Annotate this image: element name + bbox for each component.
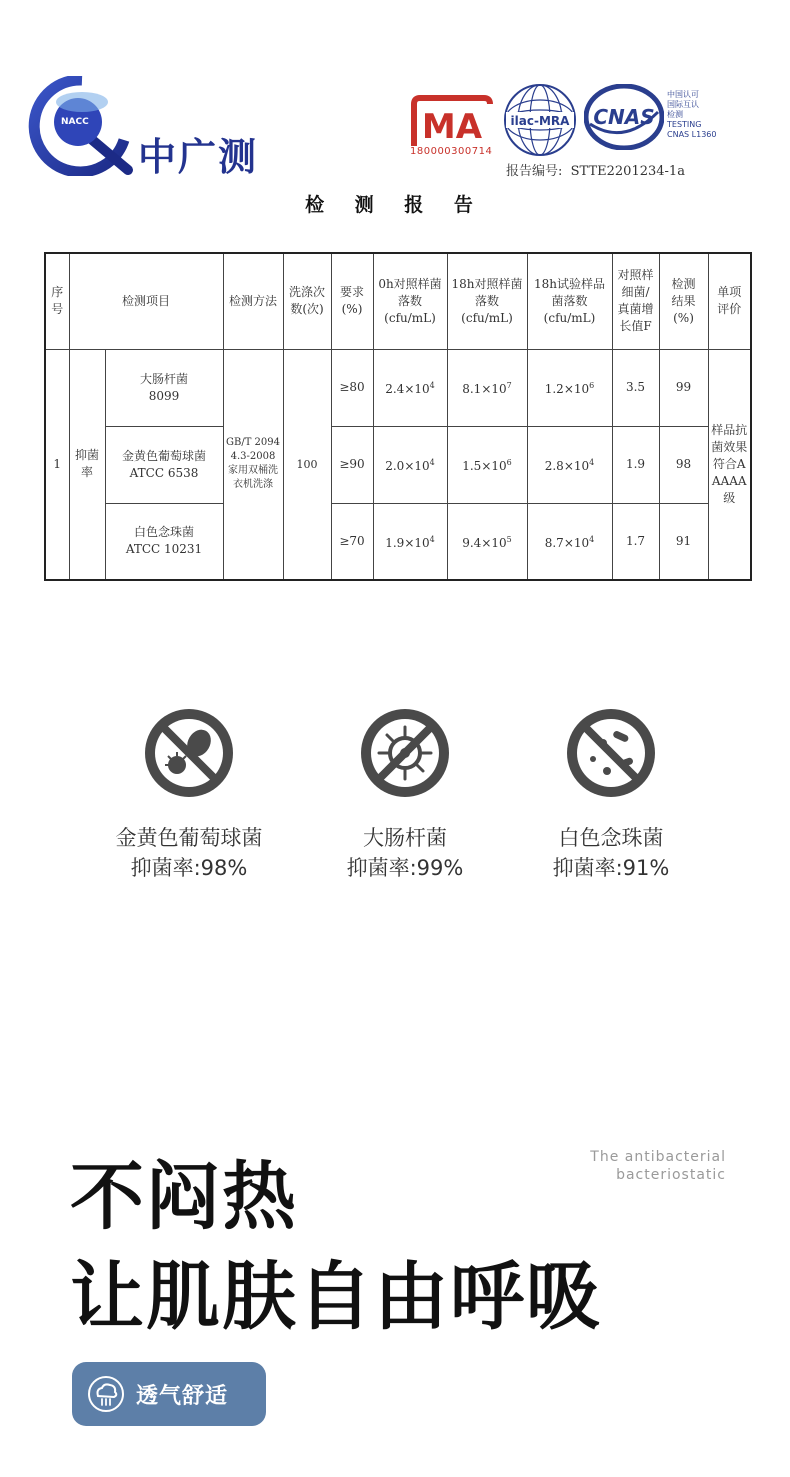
cnas-mark-icon — [584, 84, 664, 150]
cell-seq: 1 — [45, 349, 69, 580]
icon-block-ecoli — [295, 705, 515, 883]
headline-line-2: 让肌肤自由呼吸 — [70, 1254, 602, 1340]
cell-control-18h: $8.1\times 10^7$ — [447, 349, 527, 426]
cell-category: 抑菌率 — [69, 349, 105, 580]
cnas-line: 中国认可 — [667, 90, 699, 99]
cell-result: 98 — [659, 426, 708, 503]
cell-organism: 大肠杆菌 8099 — [105, 349, 223, 426]
header-control-0h: 0h对照样菌落数(cfu/mL) — [373, 253, 447, 349]
header-growth: 对照样细菌/真菌增长值F — [612, 253, 659, 349]
table-header-row — [45, 253, 751, 349]
cell-control-0h: $2.0\times 10^4$ — [373, 426, 447, 503]
cell-growth: 1.9 — [612, 426, 659, 503]
cell-requirement: ≥70 — [331, 503, 373, 580]
cell-growth: 1.7 — [612, 503, 659, 580]
cell-control-0h: $2.4\times 10^4$ — [373, 349, 447, 426]
lab-logo-acronym: NACC — [61, 117, 89, 127]
icon-name: 大肠杆菌 — [363, 826, 447, 850]
icon-rate: 抑菌率:99% — [346, 856, 464, 880]
cell-test-18h: $1.2\times 10^6$ — [527, 349, 612, 426]
cell-growth: 3.5 — [612, 349, 659, 426]
report-table — [44, 252, 752, 581]
icon-rate: 抑菌率:91% — [552, 856, 670, 880]
header-evaluation: 单项评价 — [708, 253, 751, 349]
lab-name: 中广测 — [138, 135, 259, 179]
report-number-label: 报告编号: — [506, 164, 563, 179]
table-row — [45, 349, 751, 426]
report-title: 检 测 报 告 — [305, 194, 485, 216]
cma-mark-icon — [410, 92, 494, 152]
english-tagline — [590, 1148, 726, 1184]
table-row — [45, 426, 751, 503]
cell-requirement: ≥90 — [331, 426, 373, 503]
header-test-18h: 18h试验样品菌落数(cfu/mL) — [527, 253, 612, 349]
icon-name: 金黄色葡萄球菌 — [115, 826, 263, 850]
header-control-18h: 18h对照样菌落数(cfu/mL) — [447, 253, 527, 349]
breathable-badge — [72, 1362, 266, 1426]
cnas-line: 国际互认 — [667, 100, 699, 109]
cell-control-18h: $1.5\times 10^6$ — [447, 426, 527, 503]
no-microbe-icon — [563, 705, 659, 801]
header-requirement: 要求(%) — [331, 253, 373, 349]
cell-control-18h: $9.4\times 10^5$ — [447, 503, 527, 580]
english-tagline-line: bacteriostatic — [616, 1167, 726, 1183]
cell-evaluation: 样品抗菌效果符合AAAAA级 — [708, 349, 751, 580]
cnas-line: TESTING — [667, 120, 702, 129]
cnas-line: 检测 — [667, 110, 683, 119]
no-bacteria-icon — [141, 705, 237, 801]
header-seq: 序号 — [45, 253, 69, 349]
icon-rate: 抑菌率:98% — [130, 856, 248, 880]
cma-number: 180000300714 — [410, 146, 493, 157]
english-tagline-line: The antibacterial — [590, 1149, 726, 1165]
cell-result: 99 — [659, 349, 708, 426]
cell-wash-count: 100 — [283, 349, 331, 580]
cnas-line: CNAS L1360 — [667, 130, 717, 139]
cell-method: GB/T 20944.3-2008 家用双桶洗衣机洗涤 — [223, 349, 283, 580]
no-virus-icon — [357, 705, 453, 801]
cell-organism: 白色念珠菌 ATCC 10231 — [105, 503, 223, 580]
cnas-side-text — [667, 90, 716, 140]
cell-requirement: ≥80 — [331, 349, 373, 426]
table-row — [45, 503, 751, 580]
icon-block-candida — [501, 705, 721, 883]
cell-organism: 金黄色葡萄球菌 ATCC 6538 — [105, 426, 223, 503]
icon-name: 白色念珠菌 — [558, 826, 664, 850]
header-method: 检测方法 — [223, 253, 283, 349]
ilac-mark-text: ilac-MRA — [510, 114, 570, 128]
ilac-mra-icon — [502, 82, 578, 158]
cnas-mark-text: CNAS — [593, 105, 655, 129]
badge-label: 透气舒适 — [136, 1383, 229, 1409]
header-wash-count: 洗涤次数(次) — [283, 253, 331, 349]
cell-result: 91 — [659, 503, 708, 580]
cell-control-0h: $1.9\times 10^4$ — [373, 503, 447, 580]
header-result: 检测结果(%) — [659, 253, 708, 349]
cma-mark-text: MA — [421, 107, 483, 147]
report-number — [506, 160, 685, 179]
cell-test-18h: $2.8\times 10^4$ — [527, 426, 612, 503]
cloud-breath-icon — [86, 1374, 126, 1414]
headline-line-1: 不闷热 — [70, 1154, 298, 1240]
report-number-value: STTE2201234-1a — [570, 164, 685, 179]
header-item: 检测项目 — [69, 253, 223, 349]
icon-block-staph — [79, 705, 299, 883]
cell-test-18h: $8.7\times 10^4$ — [527, 503, 612, 580]
